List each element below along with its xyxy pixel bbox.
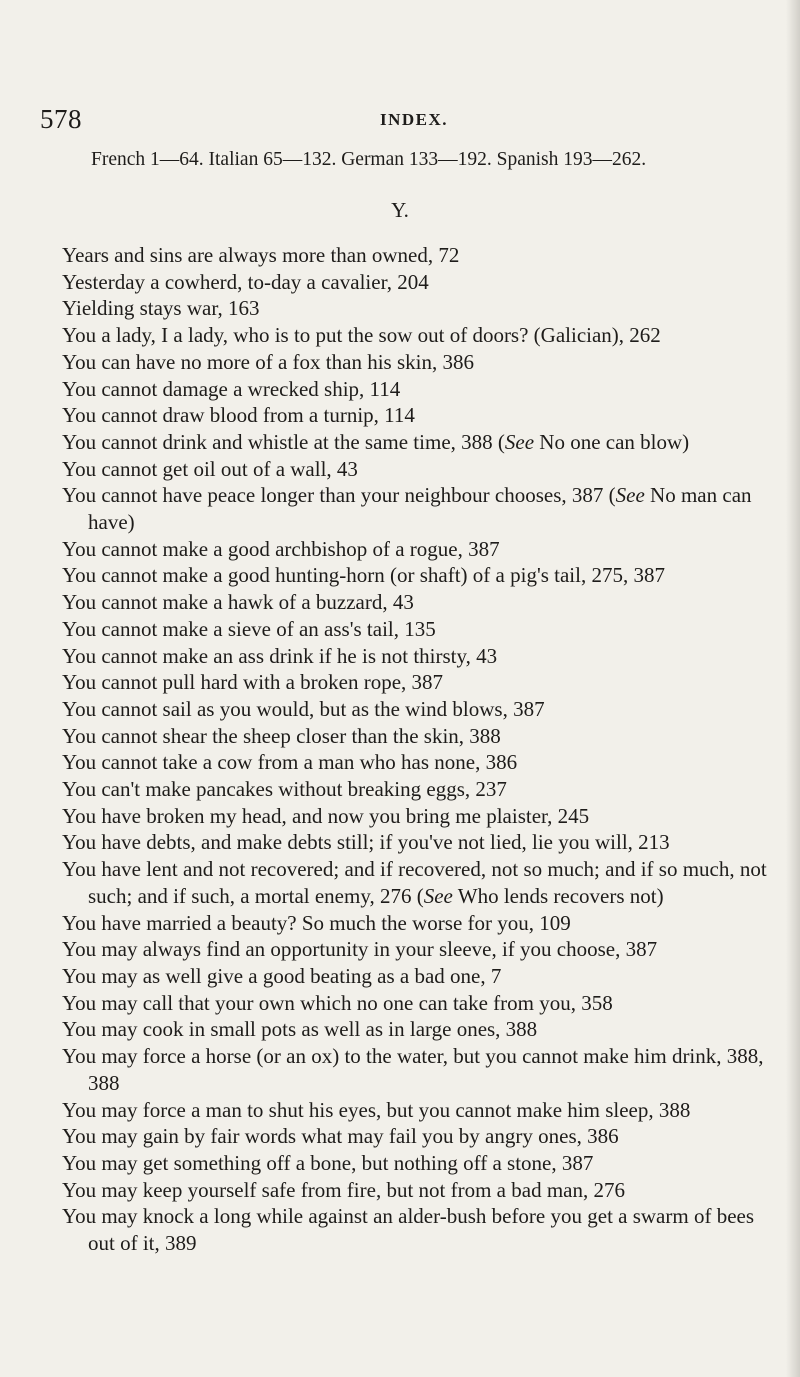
- entry-text: You cannot get oil out of a wall, 43: [62, 456, 358, 481]
- entry-text: You cannot draw blood from a turnip, 114: [62, 403, 415, 428]
- index-entry: [62, 1097, 782, 1124]
- index-entry: [62, 1203, 782, 1256]
- index-entry: [62, 242, 782, 269]
- entry-text: Years and sins are always more than owned, 72: [62, 243, 460, 267]
- index-entry: [62, 429, 782, 456]
- see-reference: See: [615, 483, 645, 508]
- entry-text: You can have no more of a fox than his skin, 386: [62, 349, 474, 374]
- entry-text: You cannot drink and whistle at the same time, 388 (: [62, 429, 505, 454]
- entry-text: You can't make pancakes without breaking eggs, 237: [62, 777, 507, 802]
- entry-text: You may cook in small pots as well as in large ones, 388: [62, 1017, 538, 1042]
- page-header: [40, 104, 740, 138]
- see-reference: See: [504, 429, 535, 454]
- entry-text: You may as well give a good beating as a bad one, 7: [62, 963, 502, 988]
- page-number: 578: [40, 104, 82, 134]
- index-entry: [62, 910, 782, 937]
- index-entry: [62, 643, 782, 670]
- section-letter-heading: Y.: [391, 198, 409, 222]
- entry-text: You a lady, I a lady, who is to put the sow out of doors? (Galician), 262: [62, 323, 661, 348]
- see-reference-target: Who lends recovers not): [452, 883, 664, 908]
- entry-text: You cannot make a hawk of a buzzard, 43: [62, 590, 414, 615]
- entry-text: You cannot pull hard with a broken rope, 387: [62, 670, 444, 695]
- page-edge-shadow: [786, 0, 800, 1377]
- index-entry: [62, 856, 782, 909]
- entry-text: You cannot make a good archbishop of a rogue, 387: [62, 536, 500, 561]
- entry-text: You cannot make a good hunting-horn (or shaft) of a pig's tail, 275, 387: [62, 563, 665, 588]
- entry-text: You cannot have peace longer than your neighbour chooses, 387 (: [62, 483, 616, 508]
- entry-text: You may gain by fair words what may fail you by angry ones, 386: [62, 1124, 619, 1149]
- index-entry: [62, 936, 782, 963]
- index-entry: [62, 1016, 782, 1043]
- entry-text: You cannot make a sieve of an ass's tail, 135: [62, 616, 436, 641]
- index-entry: [62, 269, 782, 296]
- running-head: INDEX.: [380, 110, 449, 129]
- index-entry: [62, 616, 782, 643]
- index-entry: [62, 829, 782, 856]
- entry-text: You may get something off a bone, but nothing off a stone, 387: [62, 1150, 594, 1175]
- index-entry: [62, 723, 782, 750]
- entry-text: You may force a horse (or an ox) to the water, but you cannot make him drink, 388, 388: [62, 1044, 764, 1095]
- index-entry: [62, 696, 782, 723]
- entry-text: You may call that your own which no one can take from you, 358: [62, 990, 613, 1015]
- entry-text: You cannot make an ass drink if he is not thirsty, 43: [62, 643, 498, 668]
- index-entry: [62, 322, 782, 349]
- index-entry: [62, 1043, 782, 1096]
- index-entry: [62, 1177, 782, 1204]
- language-ranges-line: French 1—64. Italian 65—132. German 133—192. Spanish 193—262.: [91, 149, 647, 170]
- index-entry: [62, 589, 782, 616]
- see-reference-target: No one can blow): [534, 429, 690, 454]
- entry-text: You may keep yourself safe from fire, but not from a bad man, 276: [62, 1177, 625, 1202]
- entry-text: You may knock a long while against an alder-bush before you get a swarm of bees out of it, 389: [62, 1204, 755, 1256]
- index-entry: [62, 536, 782, 563]
- index-entry: [62, 456, 782, 483]
- entry-text: You have married a beauty? So much the worse for you, 109: [62, 910, 571, 935]
- index-entry: [62, 376, 782, 403]
- index-entry: [62, 402, 782, 429]
- entry-text: You cannot shear the sheep closer than the skin, 388: [62, 723, 501, 748]
- index-entry: [62, 669, 782, 696]
- entry-text: You cannot damage a wrecked ship, 114: [62, 376, 401, 401]
- entry-text: You have debts, and make debts still; if you've not lied, lie you will, 213: [62, 830, 670, 855]
- index-entry: [62, 803, 782, 830]
- see-reference: See: [423, 883, 453, 908]
- index-entry: [62, 349, 782, 376]
- index-entry: [62, 482, 782, 535]
- entry-text: You may always find an opportunity in your sleeve, if you choose, 387: [62, 937, 658, 962]
- index-entry: [62, 295, 782, 322]
- entry-text: You have broken my head, and now you bring me plaister, 245: [62, 803, 590, 828]
- index-entries-list: [62, 242, 782, 1257]
- entry-text: Yielding stays war, 163: [62, 296, 260, 321]
- entry-text: You may force a man to shut his eyes, but you cannot make him sleep, 388: [62, 1097, 691, 1122]
- index-entry: [62, 990, 782, 1017]
- index-entry: [62, 562, 782, 589]
- see-reference-target: No man can have): [88, 483, 752, 535]
- entry-text: Yesterday a cowherd, to-day a cavalier, 204: [62, 269, 429, 294]
- index-entry: [62, 963, 782, 990]
- index-entry: [62, 1123, 782, 1150]
- entry-text: You have lent and not recovered; and if recovered, not so much; and if so much, not such; and if such, a mortal enemy, 276 (: [62, 857, 767, 908]
- index-entry: [62, 749, 782, 776]
- entry-text: You cannot sail as you would, but as the wind blows, 387: [62, 696, 545, 721]
- index-entry: [62, 776, 782, 803]
- index-entry: [62, 1150, 782, 1177]
- entry-text: You cannot take a cow from a man who has none, 386: [62, 750, 518, 775]
